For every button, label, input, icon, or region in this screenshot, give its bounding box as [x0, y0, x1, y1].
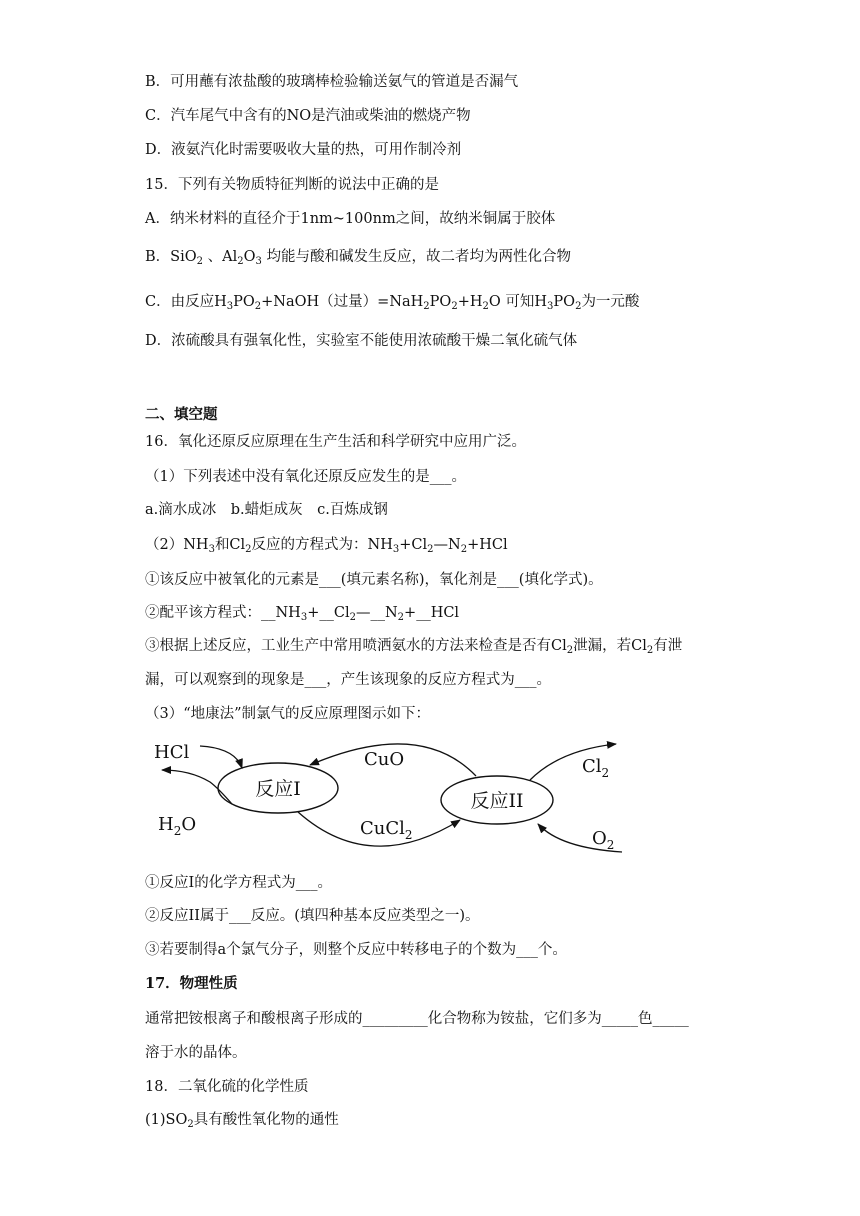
q17-line2: 溶于水的晶体。	[145, 1045, 247, 1061]
cucl2-main: CuCl	[360, 818, 405, 839]
q15-c-part: +NaOH（过量）=NaH	[261, 294, 424, 310]
h2o-h: H	[158, 814, 174, 835]
q16-part3: （3）“地康法”制氯气的反应原理图示如下：	[145, 706, 431, 722]
cucl2-sub: 2	[404, 828, 413, 842]
q17-line1: 通常把铵根离子和酸根离子形成的_________化合物称为铵盐，它们多为_____色_____	[145, 1011, 689, 1027]
hcl-arrow	[200, 746, 242, 768]
q15-b-part: 、Al	[207, 249, 238, 265]
q16-part3-iii: ③若要制得a个氯气分子，则整个反应中转移电子的个数为___个。	[145, 942, 567, 958]
q16-p2-part: +HCl	[467, 537, 508, 553]
q18-part1: $(1)SO_2$具有酸性氧化物的通性	[145, 1112, 339, 1130]
q16-part1: （1）下列表述中没有氧化还原反应发生的是___。	[145, 469, 466, 485]
q14-option-b: B．可用蘸有浓盐酸的玻璃棒检验输送氨气的管道是否漏气	[145, 74, 519, 90]
o2-sub: 2	[606, 838, 615, 852]
q18-p1-part: (1)SO	[145, 1112, 188, 1128]
q15-option-d: D．浓硫酸具有强氧化性，实验室不能使用浓硫酸干燥二氧化硫气体	[145, 333, 578, 349]
q15-c-part: C．由反应H	[145, 294, 227, 310]
q18-stem: 18．二氧化硫的化学性质	[145, 1079, 309, 1095]
q15-c-part: PO	[233, 294, 255, 310]
o2-label	[592, 828, 614, 852]
q16-part2-ii: ②配平该方程式：$\_\_NH_3+\_\_Cl_2—\_\_N_2+\_\_HCl$	[145, 605, 460, 623]
q18-p1-part: 具有酸性氧化物的通性	[193, 1112, 339, 1128]
q16-part2-i: ①该反应中被氧化的元素是___(填元素名称)，氧化剂是___(填化学式)。	[145, 572, 603, 588]
q16-p2ii-part: ②配平该方程式：__NH	[145, 605, 301, 621]
q15-b-part: 均能与酸和碱发生反应，故二者均为两性化合物	[266, 249, 571, 265]
q16-stem: 16．氧化还原反应原理在生产生活和科学研究中应用广泛。	[145, 434, 526, 450]
q17-stem: 17．物理性质	[145, 975, 238, 992]
q15-c-part: O 可知H	[488, 294, 548, 310]
h2o-o: O	[181, 814, 197, 835]
q15-b-part: B．SiO	[145, 249, 197, 265]
cl2-sub: 2	[601, 766, 610, 780]
h2o-arrow	[162, 770, 232, 804]
o2-main: O	[592, 828, 607, 849]
q16-part3-ii: ②反应II属于___反应。(填四种基本反应类型之一)。	[145, 908, 480, 924]
q15-c-part: 为一元酸	[581, 294, 640, 310]
q15-option-b: B．SiO$_2$ 、$Al_2O_3$ 均能与酸和碱发生反应，故二者均为两性化合物	[145, 249, 571, 267]
reaction-2-label: 反应II	[470, 790, 524, 812]
q16-p2ii-part: —__N	[355, 605, 398, 621]
q16-part2-iii-cont: 漏，可以观察到的现象是___，产生该现象的反应方程式为___。	[145, 672, 551, 688]
hcl-label: HCl	[154, 742, 190, 763]
q15-c-part: +H	[457, 294, 483, 310]
q16-p2-part: 反应的方程式为：NH	[251, 537, 393, 553]
q16-p2iii-part: 泄漏，若Cl	[573, 638, 647, 654]
cucl2-label	[360, 818, 413, 842]
q16-p2-part: 和Cl	[214, 537, 246, 553]
q15-option-c: C．由反应$H_3PO_2+NaOH$（过量）$=NaH_2PO_2+H_2O$ 可知$H_3PO_2$为一元酸	[145, 294, 640, 312]
q15-c-part: PO	[553, 294, 576, 310]
q16-part2-iii: ③根据上述反应，工业生产中常用喷洒氨水的方法来检查是否有$Cl_2$泄漏，若$Cl_2$有泄	[145, 638, 683, 656]
q16-part1-options: a.滴水成冰 b.蜡炬成灰 c.百炼成钢	[145, 502, 388, 518]
h2o-sub: 2	[173, 824, 182, 838]
cl2-main: Cl	[582, 756, 602, 777]
h2o-label	[158, 814, 196, 838]
q16-p2iii-part: 有泄	[653, 638, 683, 654]
q14-option-c: C．汽车尾气中含有的NO是汽油或柴油的燃烧产物	[145, 108, 471, 124]
q15-option-a: A．纳米材料的直径介于1nm~100nm之间，故纳米铜属于胶体	[145, 211, 556, 227]
reaction-1-label: 反应I	[255, 778, 301, 800]
q16-p2-part: +Cl	[399, 537, 428, 553]
q16-p2-part: —N	[433, 537, 461, 553]
section-heading: 二、填空题	[145, 406, 218, 423]
cuo-label: CuO	[364, 749, 405, 770]
q16-p2iii-part: ③根据上述反应，工业生产中常用喷洒氨水的方法来检查是否有Cl	[145, 638, 567, 654]
q14-option-d: D．液氨汽化时需要吸收大量的热，可用作制冷剂	[145, 142, 462, 158]
cl2-label	[582, 756, 609, 780]
q15-c-part: PO	[429, 294, 452, 310]
q16-p2-part: （2）NH	[145, 537, 209, 553]
q15-b-part: O	[243, 249, 256, 265]
q16-p2ii-part: +__HCl	[404, 605, 460, 621]
q15-stem: 15．下列有关物质特征判断的说法中正确的是	[145, 177, 439, 193]
q16-p2ii-part: +__Cl	[307, 605, 350, 621]
q16-part3-i: ①反应I的化学方程式为___。	[145, 875, 332, 891]
q16-part2: $(2)NH_3$和$Cl_2$反应的方程式为：$NH_3+Cl_2—N_2+HCl$	[145, 537, 508, 555]
deacon-process-diagram	[140, 728, 640, 860]
